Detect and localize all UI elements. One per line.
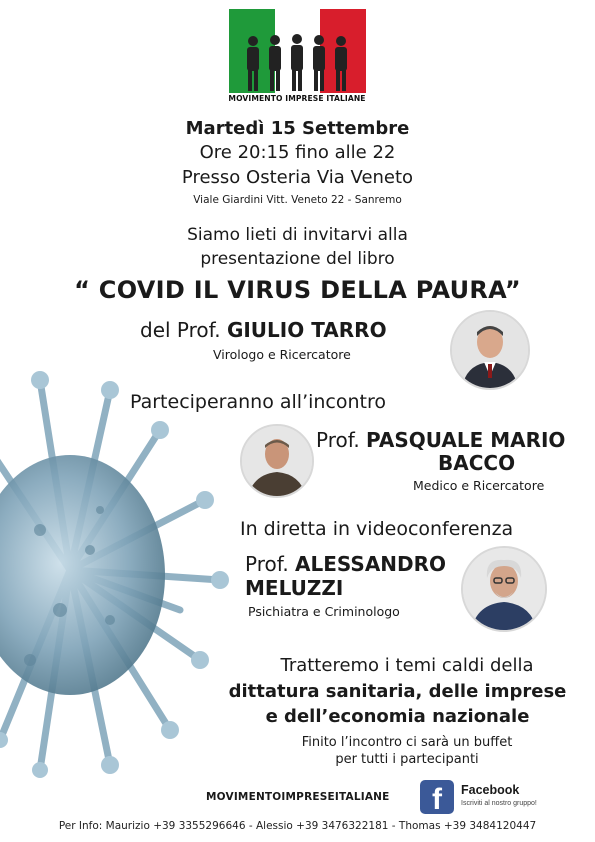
event-address: Viale Giardini Vitt. Veneto 22 - Sanremo [193, 194, 402, 206]
author-prefix: del Prof. [140, 318, 227, 342]
participant2-name-2: MELUZZI [245, 576, 344, 600]
buffet-line-1: Finito l’incontro ci sarà un buffet [301, 735, 513, 750]
man-portrait-icon [463, 548, 545, 630]
virus-illustration [0, 360, 230, 780]
participant2-line1 [245, 552, 446, 576]
participant1-role: Medico e Ricercatore [413, 478, 545, 493]
event-venue: Presso Osteria Via Veneto [181, 167, 414, 188]
facebook-subtitle: Iscriviti al nostro gruppo! [461, 800, 537, 807]
logo-text: MOVIMENTO IMPRESE ITALIANE [228, 94, 366, 103]
facebook-icon[interactable]: f [420, 780, 454, 814]
buffet-line-2: per tutti i partecipanti [335, 752, 479, 767]
participant2-name-1: ALESSANDRO [295, 552, 447, 576]
topics-line-3: e dell’economia nazionale [265, 706, 530, 727]
participant2-role: Psichiatra e Criminologo [248, 604, 400, 619]
participants-heading: Parteciperanno all’incontro [130, 391, 387, 413]
participant1-line1 [316, 428, 565, 452]
participant2-portrait [461, 546, 547, 632]
participant1-prefix: Prof. [316, 428, 367, 452]
topics-line-1: Tratteremo i temi caldi della [280, 655, 534, 676]
invite-line-2: presentazione del libro [200, 249, 395, 269]
participant1-line2 [438, 451, 515, 475]
invite-line-1: Siamo lieti di invitarvi alla [187, 225, 408, 245]
contacts-info: Per Info: Maurizio +39 3355296646 - Alessio +39 3476322181 - Thomas +39 3484120447 [58, 820, 537, 832]
social-handle: MOVIMENTOIMPRESEITALIANE [206, 791, 390, 803]
participant2-prefix: Prof. [245, 552, 296, 576]
author-portrait [450, 310, 530, 390]
topics-line-2: dittatura sanitaria, delle imprese [228, 681, 567, 702]
man-portrait-icon [242, 426, 312, 496]
participant1-name-2: BACCO [438, 451, 516, 475]
facebook-title[interactable]: Facebook [461, 783, 520, 797]
participant1-portrait [240, 424, 314, 498]
author-line [140, 318, 387, 342]
event-time: Ore 20:15 fino alle 22 [199, 142, 396, 163]
logo [229, 9, 366, 93]
man-portrait-icon [452, 312, 528, 388]
author-role: Virologo e Ricercatore [213, 347, 351, 362]
author-name: GIULIO TARRO [226, 318, 387, 342]
business-people-icon [229, 9, 366, 93]
video-heading: In diretta in videoconferenza [240, 518, 514, 540]
event-date: Martedì 15 Settembre [185, 118, 410, 139]
participant2-line2 [245, 576, 343, 600]
book-title: “ COVID IL VIRUS DELLA PAURA” [74, 276, 521, 304]
participant1-name-1: PASQUALE MARIO [366, 428, 566, 452]
